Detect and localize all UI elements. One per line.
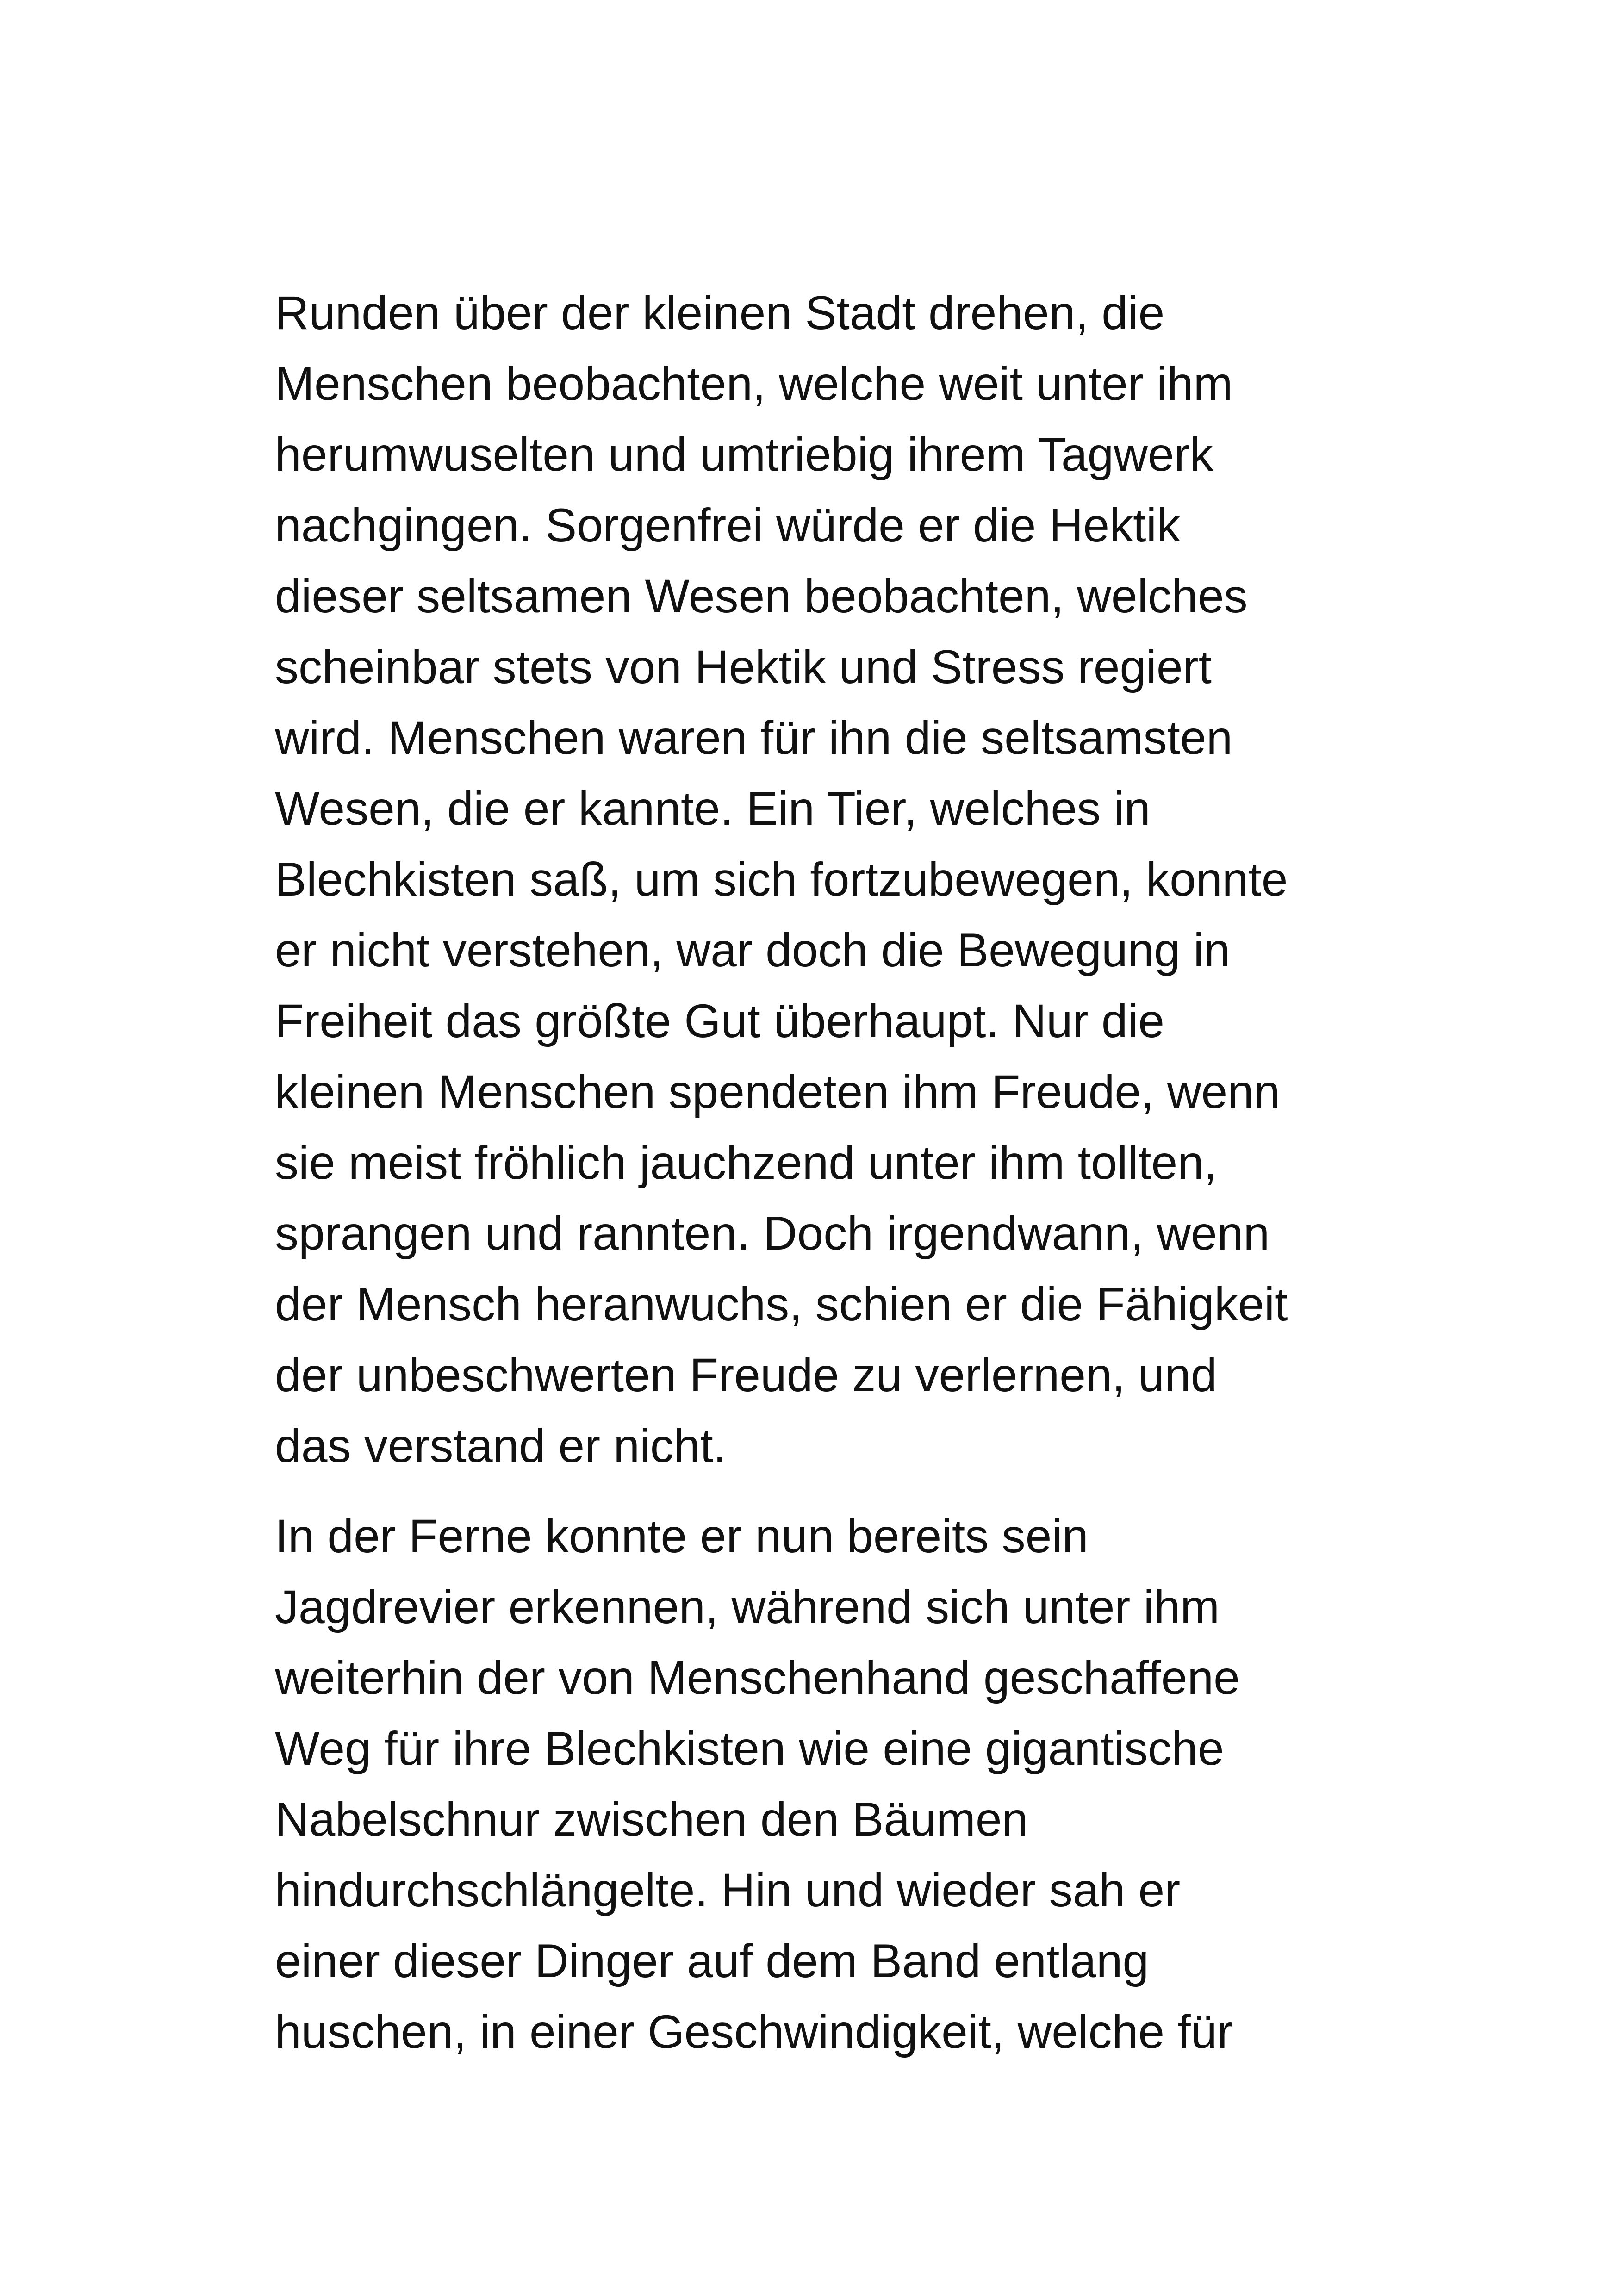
text-line: Weg für ihre Blechkisten wie eine gigantische: [275, 1722, 1224, 1775]
paragraph-2: [275, 1501, 1386, 2067]
text-line: das verstand er nicht.: [275, 1419, 727, 1472]
paragraph-1: [275, 278, 1386, 1481]
body-text: [275, 278, 1386, 2067]
text-line: Runden über der kleinen Stadt drehen, die: [275, 286, 1165, 339]
text-line: sie meist fröhlich jauchzend unter ihm tollten,: [275, 1136, 1217, 1189]
text-line: der Mensch heranwuchs, schien er die Fähigkeit: [275, 1278, 1288, 1331]
text-line: sprangen und rannten. Doch irgendwann, wenn: [275, 1207, 1270, 1260]
text-line: Wesen, die er kannte. Ein Tier, welches in: [275, 782, 1151, 835]
text-line: Nabelschnur zwischen den Bäumen: [275, 1793, 1028, 1846]
text-line: wird. Menschen waren für ihn die seltsamsten: [275, 711, 1233, 764]
text-line: huschen, in einer Geschwindigkeit, welche für: [275, 2005, 1233, 2058]
text-line: der unbeschwerten Freude zu verlernen, und: [275, 1349, 1217, 1401]
text-line: hindurchschlängelte. Hin und wieder sah er: [275, 1864, 1181, 1916]
text-line: einer dieser Dinger auf dem Band entlang: [275, 1935, 1149, 1987]
text-line: Freiheit das größte Gut überhaupt. Nur die: [275, 995, 1165, 1047]
text-line: Blechkisten saß, um sich fortzubewegen, konnte: [275, 853, 1288, 906]
text-line: In der Ferne konnte er nun bereits sein: [275, 1510, 1089, 1562]
text-line: nachgingen. Sorgenfrei würde er die Hektik: [275, 499, 1181, 552]
text-line: Menschen beobachten, welche weit unter ihm: [275, 357, 1233, 410]
text-line: dieser seltsamen Wesen beobachten, welches: [275, 570, 1248, 622]
text-line: kleinen Menschen spendeten ihm Freude, wenn: [275, 1065, 1280, 1118]
text-line: scheinbar stets von Hektik und Stress regiert: [275, 641, 1212, 693]
text-line: er nicht verstehen, war doch die Bewegung in: [275, 924, 1230, 977]
text-line: herumwuselten und umtriebig ihrem Tagwerk: [275, 428, 1214, 481]
text-line: Jagdrevier erkennen, während sich unter ihm: [275, 1580, 1220, 1633]
text-line: weiterhin der von Menschenhand geschaffene: [275, 1651, 1240, 1704]
